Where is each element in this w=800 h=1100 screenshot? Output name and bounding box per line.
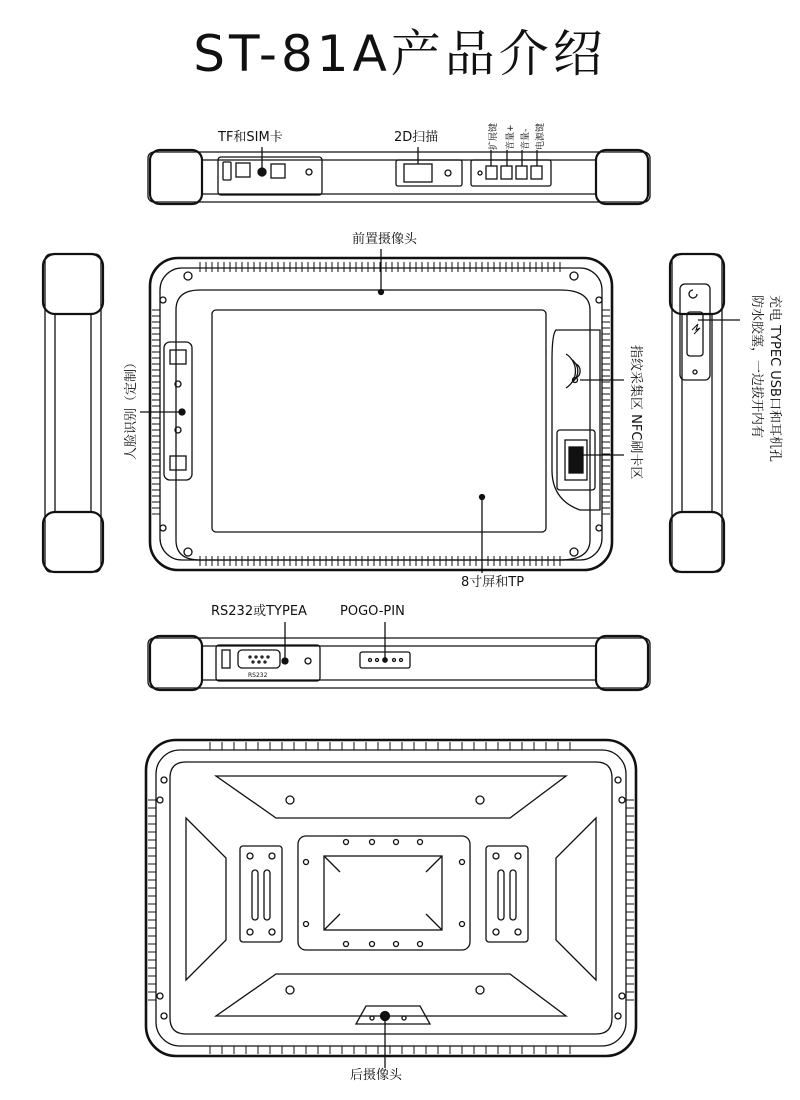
left-side-view: [43, 254, 103, 572]
power-key-label: 电源键: [536, 122, 546, 150]
scan-label: 2D扫描: [394, 130, 439, 145]
usb-plug-cover[interactable]: [680, 284, 710, 380]
extend-key[interactable]: [486, 166, 497, 179]
right-side-view: [670, 254, 740, 572]
extend-key-label: 扩展键: [489, 122, 499, 150]
tf-slot-icon: [236, 163, 250, 177]
front-camera-label: 前置摄像头: [352, 232, 418, 247]
volume-up-key[interactable]: [501, 166, 512, 179]
rs232-small-text: RS232: [248, 672, 268, 679]
page-title: ST-81A产品介绍: [193, 25, 607, 83]
tf-sim-label: TF和SIM卡: [218, 130, 283, 145]
face-recognition-label: 人脸识别（定制）: [124, 355, 139, 460]
port-label: RS232或TYPEA: [211, 604, 307, 619]
fingerprint-nfc-label: 指纹采集区 NFC刷卡区: [628, 345, 643, 480]
back-view: [146, 740, 636, 1068]
power-key[interactable]: [531, 166, 542, 179]
front-view: [140, 249, 624, 573]
display-screen: [212, 310, 546, 532]
pogo-label: POGO-PIN: [340, 604, 405, 619]
side-plug-label-1: 防水胶塞，一边拔开内有: [749, 295, 764, 439]
rear-camera-housing: [356, 1006, 430, 1024]
rs232-port: [238, 650, 280, 668]
fingerprint-nfc-module: [552, 330, 600, 510]
volume-down-key[interactable]: [516, 166, 527, 179]
rear-camera-label: 后摄像头: [350, 1068, 403, 1083]
volume-up-label: 音量+: [506, 124, 516, 150]
top-view: [148, 147, 650, 204]
volume-down-label: 音量-: [521, 128, 531, 150]
side-plug-label-2: 充电 TYPEC USB口和耳机孔: [767, 295, 782, 462]
screen-label: 8寸屏和TP: [461, 575, 525, 590]
front-camera-dot: [379, 290, 384, 295]
sim-slot-icon: [271, 164, 285, 178]
rear-camera-lens: [381, 1012, 390, 1021]
face-recognition-module: [164, 342, 192, 480]
bottom-view: [148, 622, 650, 690]
